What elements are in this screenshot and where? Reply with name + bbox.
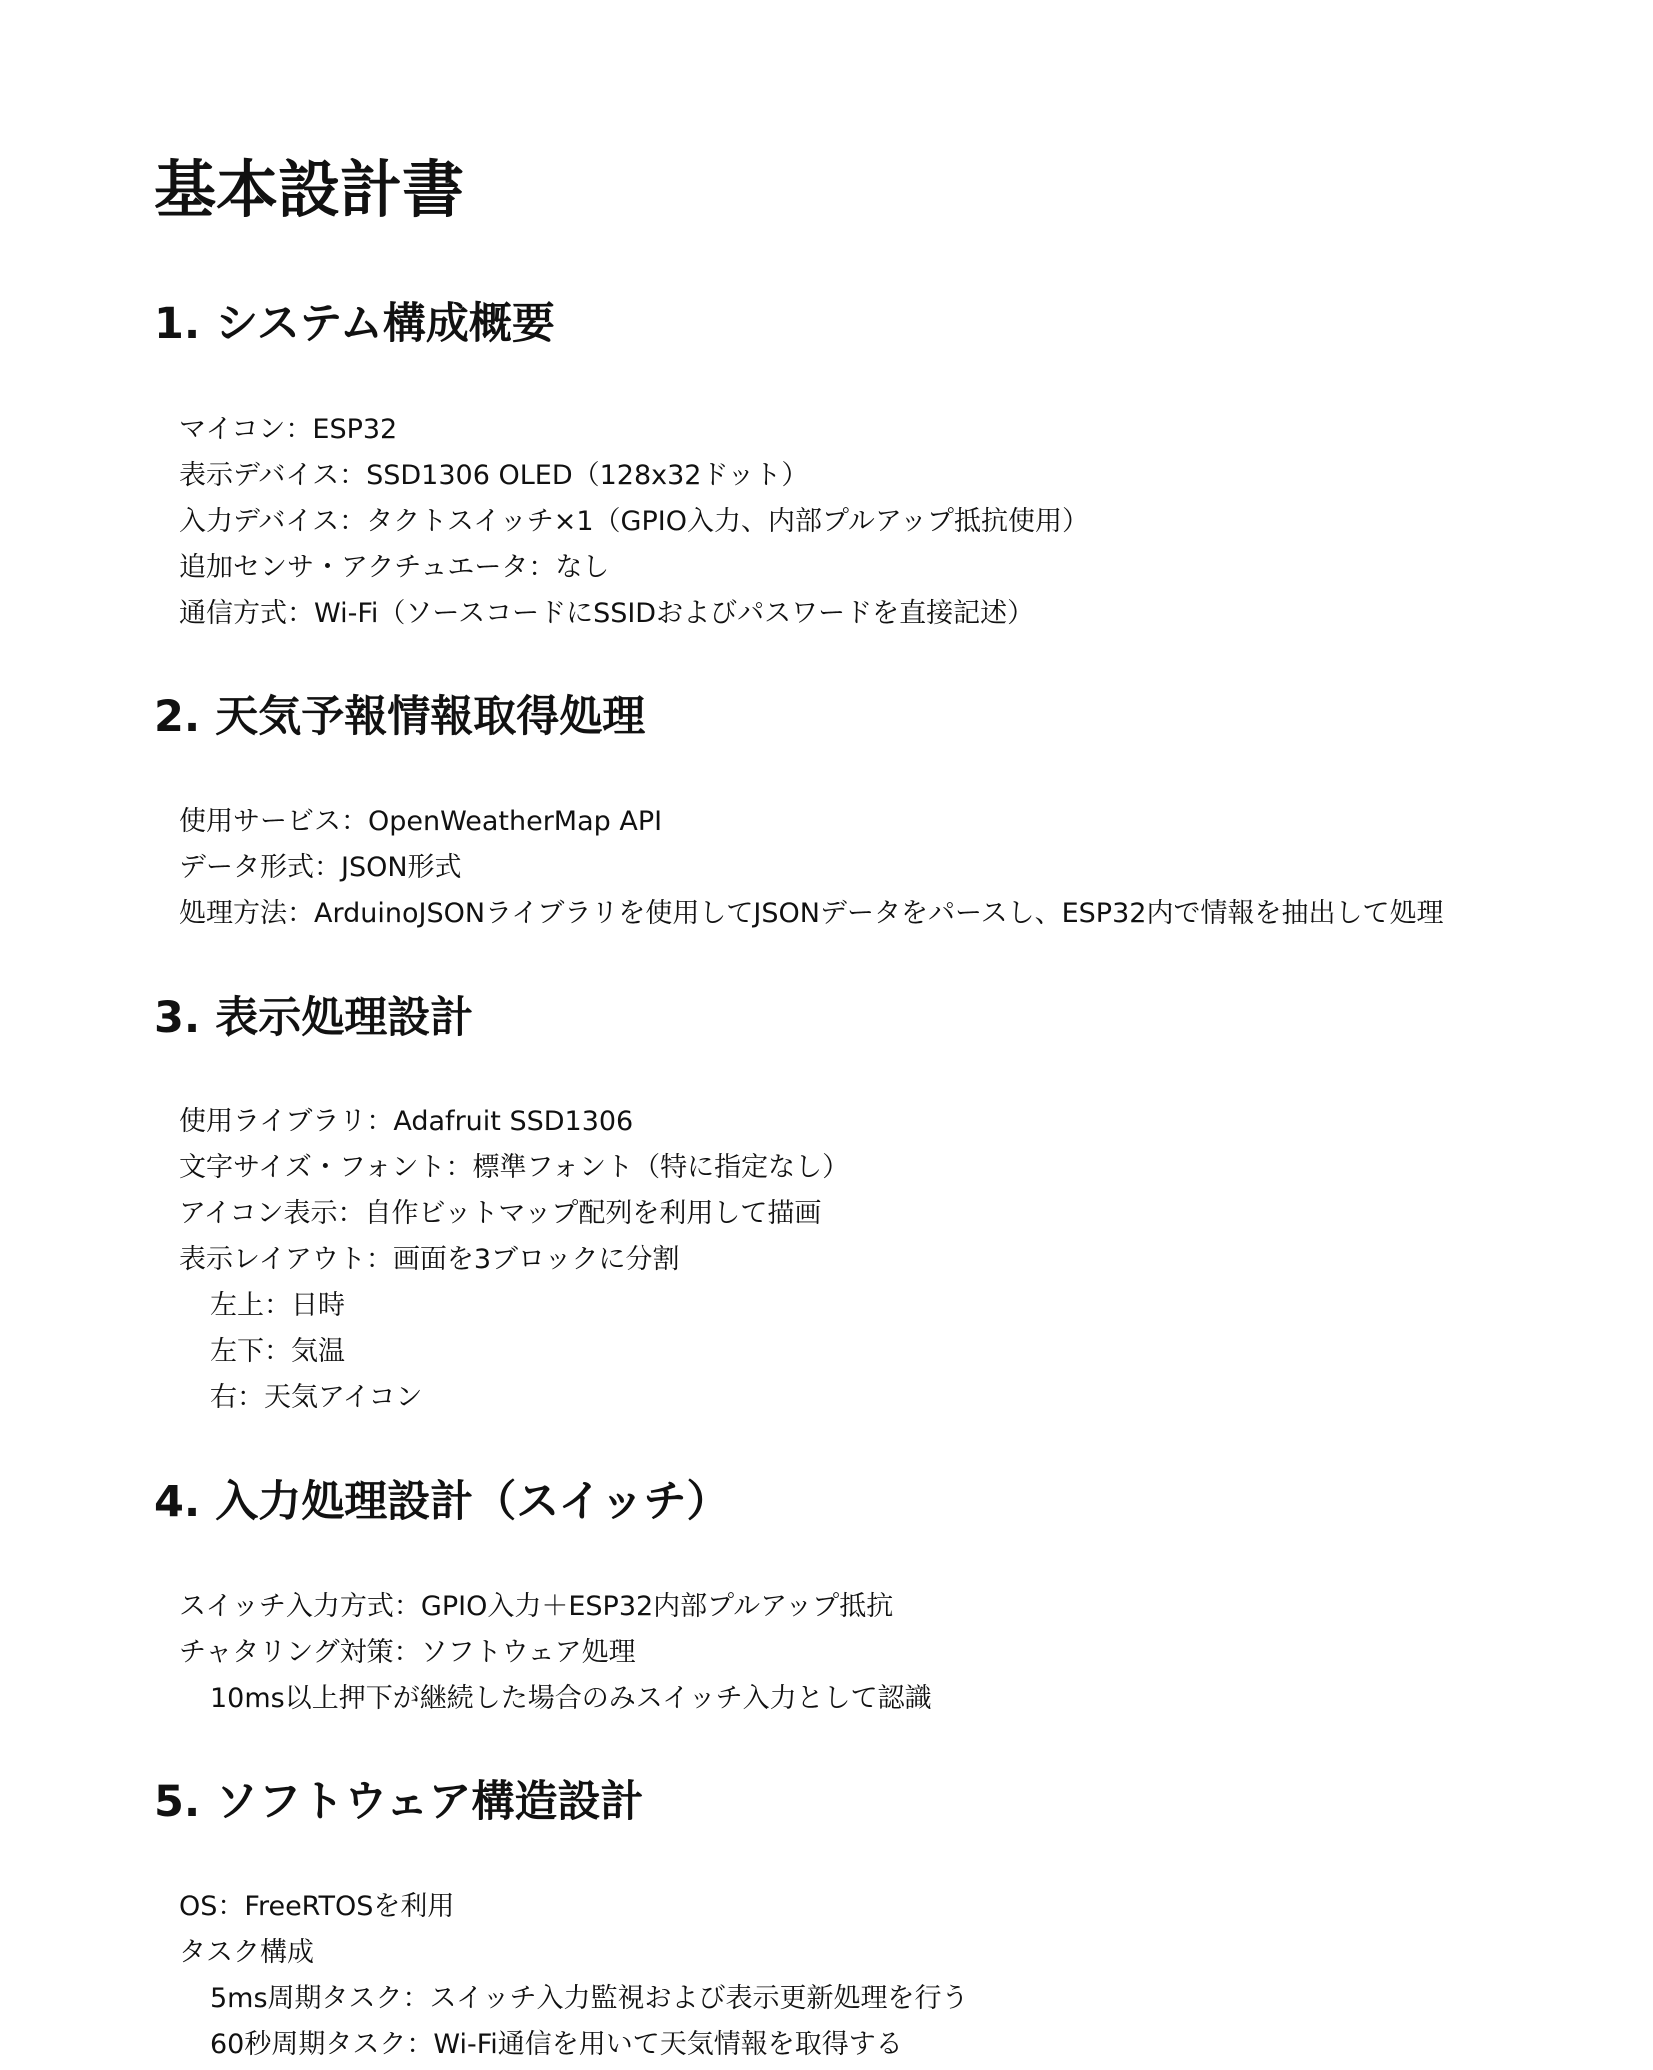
section-1-line: 表示デバイス：SSD1306 OLED（128x32ドット） (179, 460, 809, 491)
section-5-subline: 60秒周期タスク：Wi-Fi通信を用いて天気情報を取得する (210, 2029, 903, 2060)
section-heading-software-design: 5. ソフトウェア構造設計 (154, 1777, 644, 1827)
section-4-line: チャタリング対策：ソフトウェア処理 (179, 1637, 636, 1668)
section-5-subline: 5ms周期タスク：スイッチ入力監視および表示更新処理を行う (210, 1983, 969, 2014)
section-5-line: OS：FreeRTOSを利用 (179, 1891, 455, 1922)
section-5-line: タスク構成 (179, 1937, 314, 1968)
section-2-line: データ形式：JSON形式 (179, 852, 462, 883)
section-heading-system-overview: 1. システム構成概要 (154, 299, 555, 349)
section-1-line: 追加センサ・アクチュエータ：なし (179, 552, 610, 583)
section-3-subline: 右：天気アイコン (210, 1382, 423, 1413)
section-heading-weather-fetch: 2. 天気予報情報取得処理 (154, 692, 646, 742)
section-3-line: 使用ライブラリ：Adafruit SSD1306 (179, 1106, 634, 1137)
section-3-line: 表示レイアウト：画面を3ブロックに分割 (179, 1244, 680, 1275)
section-heading-display-design: 3. 表示処理設計 (154, 993, 474, 1043)
section-1-line: 通信方式：Wi-Fi（ソースコードにSSIDおよびパスワードを直接記述） (179, 598, 1035, 629)
document-title: 基本設計書 (154, 153, 465, 226)
section-3-subline: 左下：気温 (210, 1336, 345, 1367)
section-3-subline: 左上：日時 (210, 1290, 345, 1321)
section-1-line: 入力デバイス：タクトスイッチ×1（GPIO入力、内部プルアップ抵抗使用） (179, 506, 1090, 537)
section-4-line: スイッチ入力方式：GPIO入力＋ESP32内部プルアップ抵抗 (179, 1591, 894, 1622)
section-4-subline: 10ms以上押下が継続した場合のみスイッチ入力として認識 (210, 1683, 932, 1714)
section-heading-input-design: 4. 入力処理設計（スイッチ） (154, 1477, 730, 1527)
section-1-line: マイコン：ESP32 (179, 414, 398, 445)
section-3-line: アイコン表示：自作ビットマップ配列を利用して描画 (179, 1198, 822, 1229)
section-3-line: 文字サイズ・フォント：標準フォント（特に指定なし） (179, 1152, 850, 1183)
section-2-line: 使用サービス：OpenWeatherMap API (179, 806, 663, 837)
section-2-line: 処理方法：ArduinoJSONライブラリを使用してJSONデータをパースし、ESP32内で情報を抽出して処理 (179, 898, 1444, 929)
